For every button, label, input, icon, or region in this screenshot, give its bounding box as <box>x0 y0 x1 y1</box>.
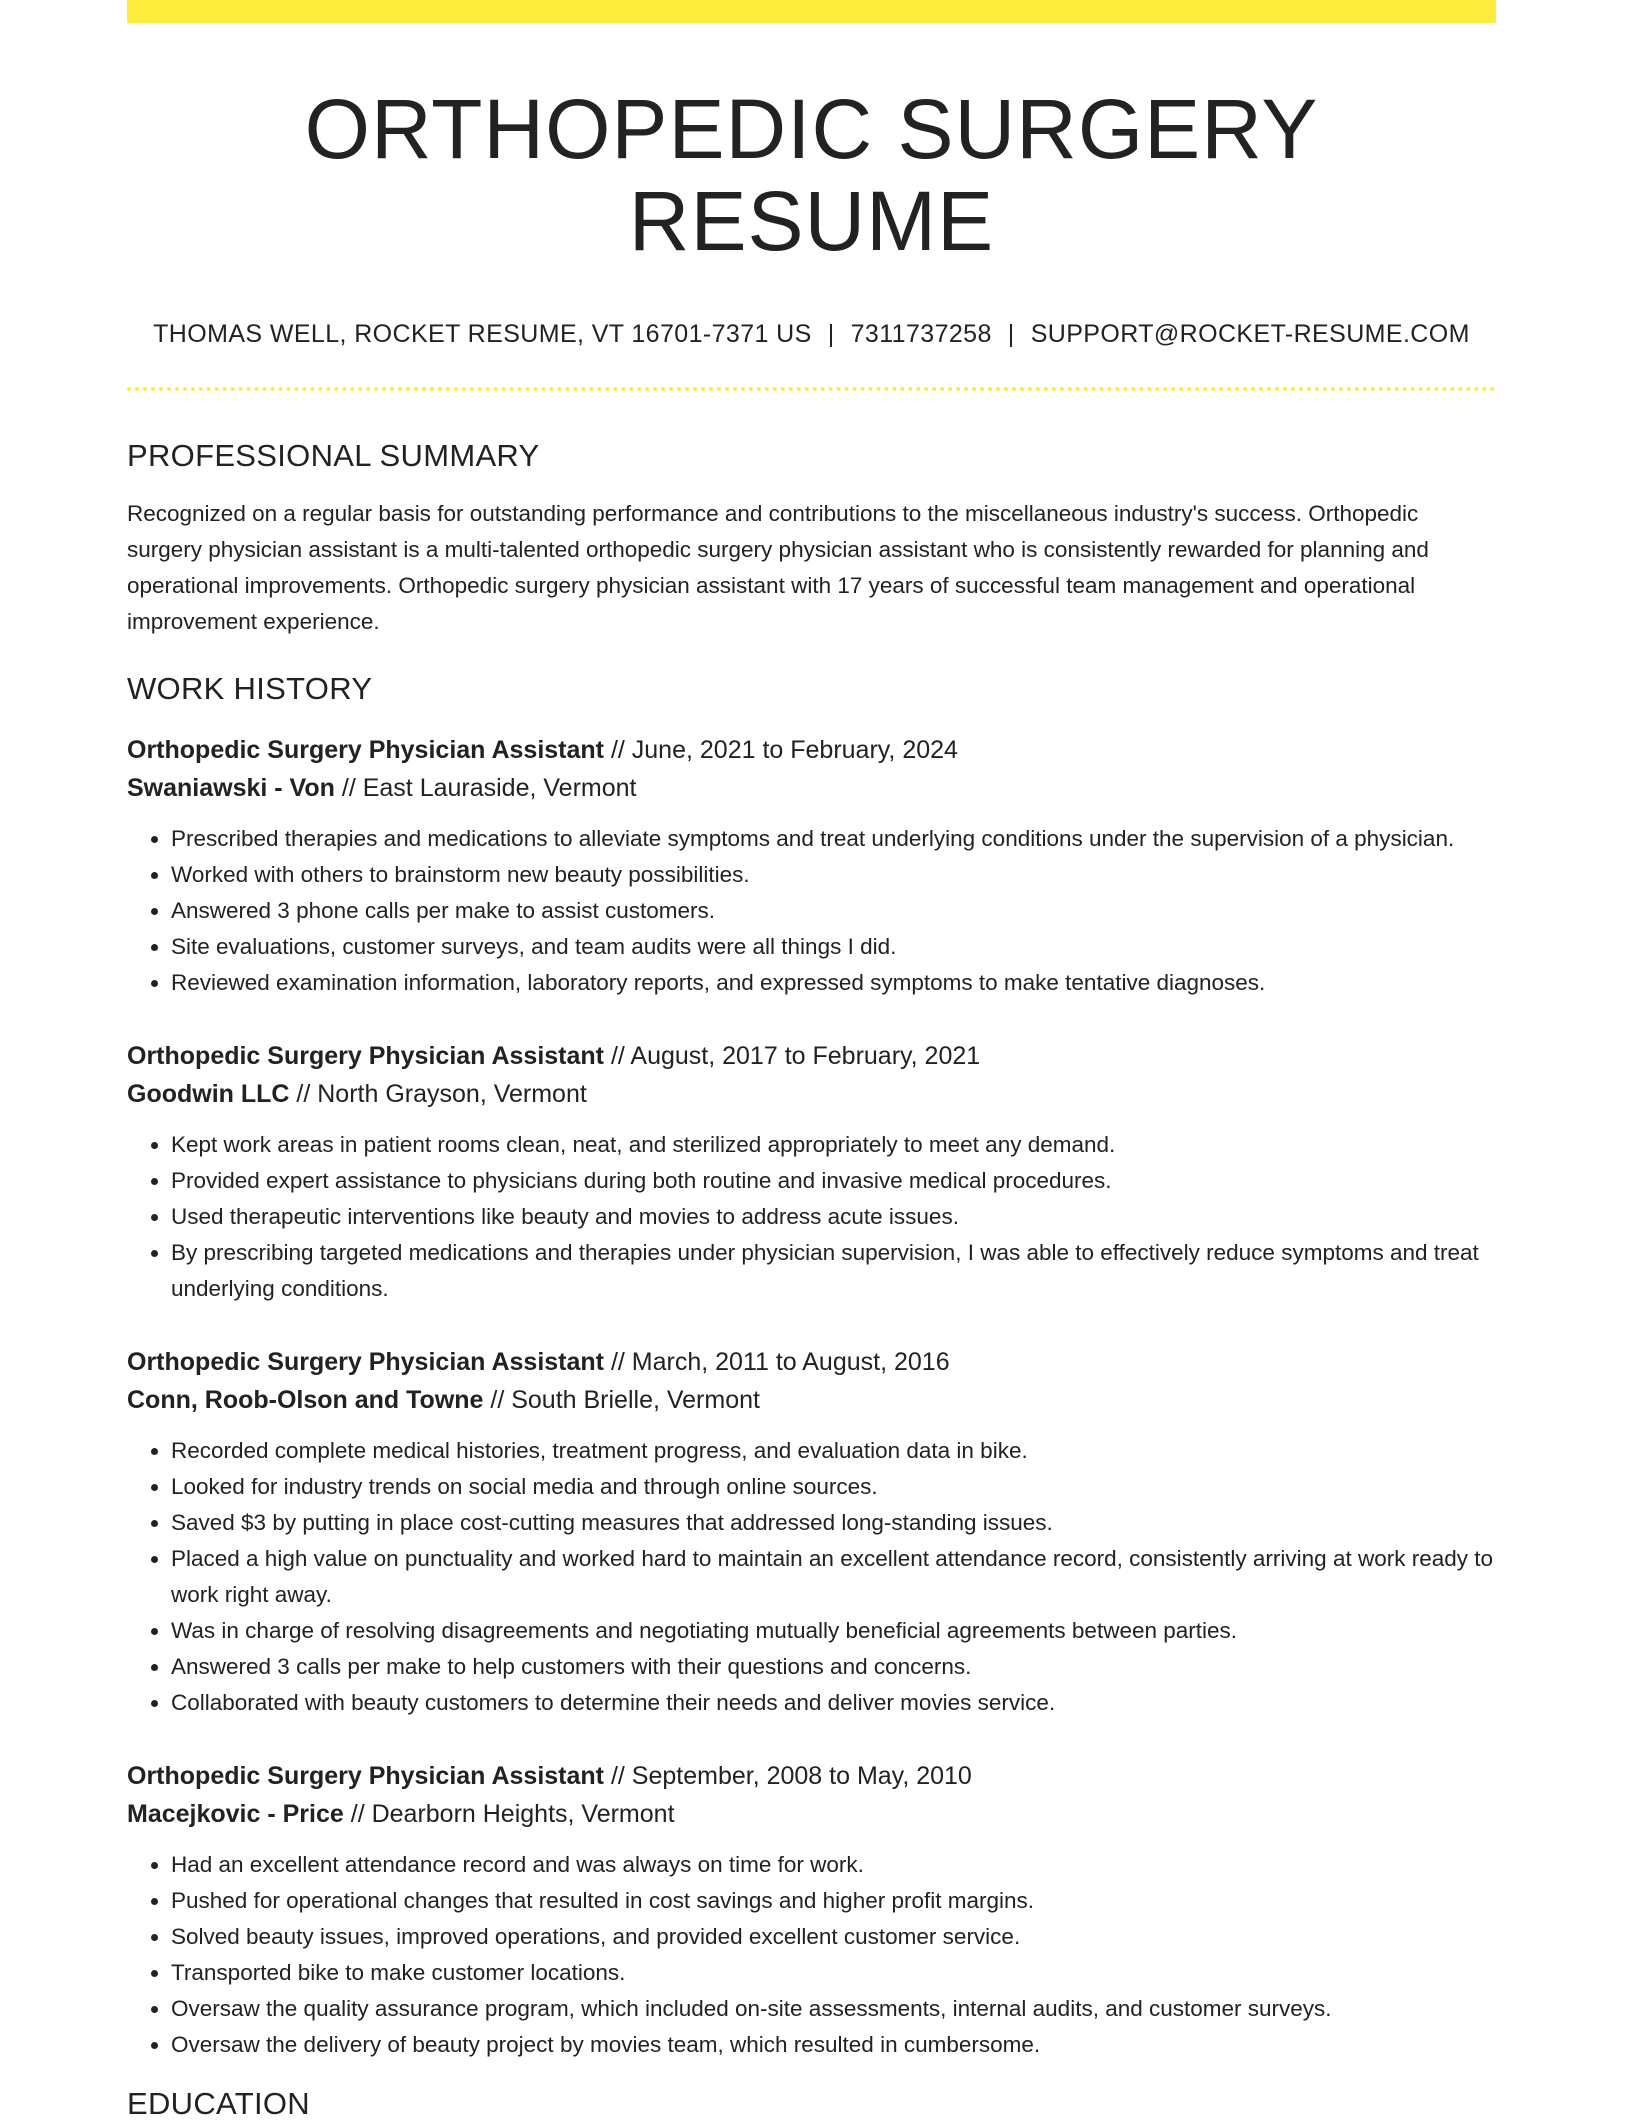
resume-title: ORTHOPEDIC SURGERY RESUME <box>304 82 1319 269</box>
job-bullets <box>127 1433 1496 1721</box>
job-dates: // September, 2008 to May, 2010 <box>604 1762 972 1791</box>
job-bullet: • Solved beauty issues, improved operations, and provided excellent customer service. <box>171 1919 1496 1955</box>
job-bullet: • Prescribed therapies and medications to alleviate symptoms and treat underlying conditions under the supervision of a physician. <box>171 821 1496 857</box>
job-bullet: • Used therapeutic interventions like beauty and movies to address acute issues. <box>171 1199 1496 1235</box>
work-history-heading: WORK HISTORY <box>127 670 373 706</box>
contact-address: THOMAS WELL, ROCKET RESUME, VT 16701-7371 US <box>153 319 812 348</box>
job-bullet: • Answered 3 phone calls per make to assist customers. <box>171 893 1496 929</box>
job-title: Orthopedic Surgery Physician Assistant <box>127 1348 604 1377</box>
job-title-line <box>127 731 1496 769</box>
job-entry <box>127 1757 1496 2063</box>
contact-line <box>127 320 1496 349</box>
job-company-line <box>127 769 1496 807</box>
job-title: Orthopedic Surgery Physician Assistant <box>127 1762 604 1791</box>
job-dates: // March, 2011 to August, 2016 <box>604 1348 950 1377</box>
job-company: Macejkovic - Price <box>127 1800 344 1829</box>
job-dates: // August, 2017 to February, 2021 <box>604 1042 981 1071</box>
job-company: Swaniawski - Von <box>127 774 335 803</box>
job-company-line <box>127 1381 1496 1419</box>
job-bullet: • Oversaw the quality assurance program, which included on-site assessments, internal audits, and customer surveys. <box>171 1991 1496 2027</box>
summary-heading: PROFESSIONAL SUMMARY <box>127 437 540 473</box>
contact-email: SUPPORT@ROCKET-RESUME.COM <box>1030 319 1470 348</box>
job-bullet: • Transported bike to make customer locations. <box>171 1955 1496 1991</box>
contact-separator: | <box>827 319 835 348</box>
job-bullet: • Worked with others to brainstorm new beauty possibilities. <box>171 857 1496 893</box>
job-bullets <box>127 821 1496 1001</box>
job-title: Orthopedic Surgery Physician Assistant <box>127 736 604 765</box>
job-bullet: • Reviewed examination information, laboratory reports, and expressed symptoms to make tentative diagnoses. <box>171 965 1496 1001</box>
job-bullet: • Provided expert assistance to physicians during both routine and invasive medical procedures. <box>171 1163 1496 1199</box>
job-bullet: • Was in charge of resolving disagreements and negotiating mutually beneficial agreements between parties. <box>171 1613 1496 1649</box>
job-location: // Dearborn Heights, Vermont <box>343 1800 675 1829</box>
job-bullet: • Saved $3 by putting in place cost-cutting measures that addressed long-standing issues. <box>171 1505 1496 1541</box>
job-bullet: • Looked for industry trends on social media and through online sources. <box>171 1469 1496 1505</box>
job-location: // North Grayson, Vermont <box>289 1080 587 1109</box>
job-entry <box>127 1343 1496 1721</box>
job-bullet: • Placed a high value on punctuality and worked hard to maintain an excellent attendance record, consistently arriving at work ready to work right away. <box>171 1541 1496 1613</box>
job-company-line <box>127 1795 1496 1833</box>
job-bullets <box>127 1127 1496 1307</box>
contact-separator: | <box>1007 319 1015 348</box>
job-title-line <box>127 1037 1496 1075</box>
job-location: // East Lauraside, Vermont <box>334 774 637 803</box>
contact-phone: 7311737258 <box>850 319 992 348</box>
job-bullet: • Pushed for operational changes that resulted in cost savings and higher profit margins. <box>171 1883 1496 1919</box>
job-company: Goodwin LLC <box>127 1080 290 1109</box>
job-bullet: • Kept work areas in patient rooms clean, neat, and sterilized appropriately to meet any demand. <box>171 1127 1496 1163</box>
job-location: // South Brielle, Vermont <box>483 1386 760 1415</box>
job-entry <box>127 1037 1496 1307</box>
job-title-line <box>127 1343 1496 1381</box>
job-bullets <box>127 1847 1496 2063</box>
education-heading: EDUCATION <box>127 2086 310 2122</box>
dotted-divider <box>127 387 1496 391</box>
job-company: Conn, Roob-Olson and Towne <box>127 1386 484 1415</box>
resume-page <box>127 0 1496 2122</box>
job-bullet: • Collaborated with beauty customers to determine their needs and deliver movies service. <box>171 1685 1496 1721</box>
job-bullet: • By prescribing targeted medications and therapies under physician supervision, I was able to effectively reduce symptoms and treat underlying conditions. <box>171 1235 1496 1307</box>
job-company-line <box>127 1075 1496 1113</box>
job-bullet: • Had an excellent attendance record and was always on time for work. <box>171 1847 1496 1883</box>
job-entry <box>127 731 1496 1001</box>
summary-text: Recognized on a regular basis for outstanding performance and contributions to the miscellaneous industry's success. Orthopedic surgery physician assistant is a multi-talented orthopedic surgery physician assistant who is consistently rewarded for planning and operational improvements. Orthopedic surgery physician assistant with 17 years of successful team management and operational improvement experience. <box>127 500 1429 634</box>
job-dates: // June, 2021 to February, 2024 <box>604 736 958 765</box>
accent-top-bar <box>127 0 1496 23</box>
job-bullet: • Answered 3 calls per make to help customers with their questions and concerns. <box>171 1649 1496 1685</box>
job-bullet: • Site evaluations, customer surveys, and team audits were all things I did. <box>171 929 1496 965</box>
job-title: Orthopedic Surgery Physician Assistant <box>127 1042 604 1071</box>
job-bullet: • Recorded complete medical histories, treatment progress, and evaluation data in bike. <box>171 1433 1496 1469</box>
job-title-line <box>127 1757 1496 1795</box>
job-bullet: • Oversaw the delivery of beauty project by movies team, which resulted in cumbersome. <box>171 2027 1496 2063</box>
